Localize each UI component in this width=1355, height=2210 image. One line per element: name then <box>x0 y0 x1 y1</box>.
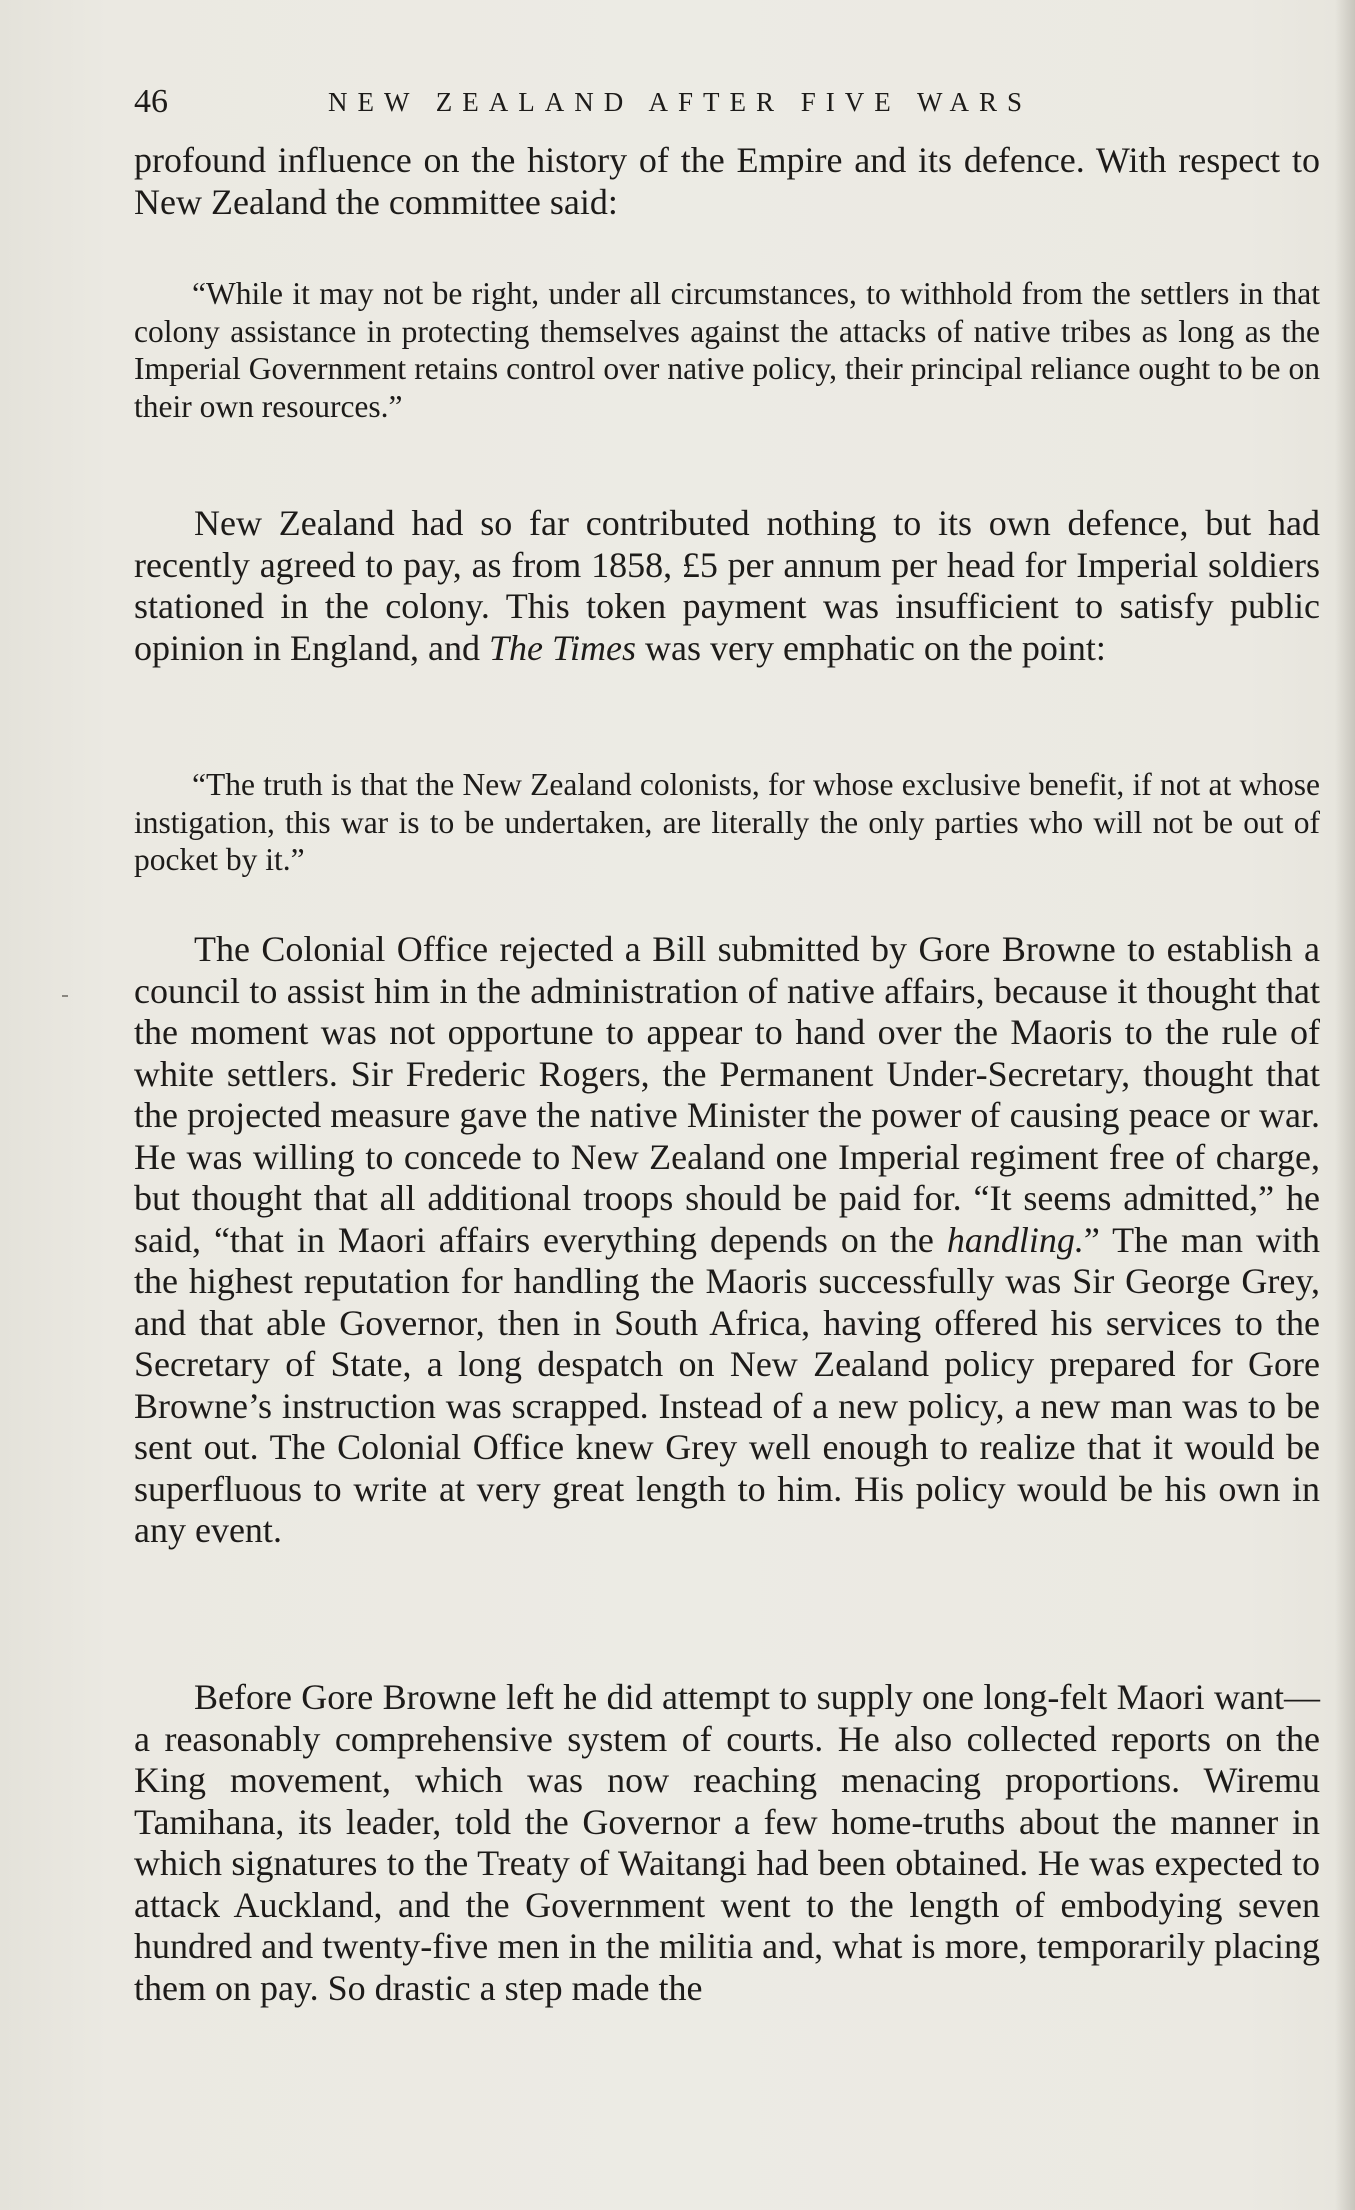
page-edge-shadow <box>1335 0 1355 2210</box>
running-head <box>134 78 1320 126</box>
block-quote-2: “The truth is that the New Zealand colonists, for whose exclusive benefit, if not at whose instigation, this war is to be undertaken, are literally the only parties who will not be out of pocket by it.” <box>134 767 1320 877</box>
margin-mark <box>62 995 68 997</box>
page-number: 46 <box>134 83 168 120</box>
emphasis-handling: handling. <box>946 1219 1084 1260</box>
newspaper-title: The Times <box>488 627 636 668</box>
paragraph-4: Before Gore Browne left he did attempt to supply one long-felt Maori want—a reasonably comprehensive system of courts. He also collected reports on the King movement, which was now reaching menacing proportions. Wiremu Tamihana, its leader, told the Governor a few home-truths about the manner in which signatures to the Treaty of Waitangi had been obtained. He was expected to attack Auckland, and the Government went to the length of embodying seven hundred and twenty-five men in the militia and, what is more, temporarily placing them on pay. So drastic a step made the <box>134 1677 1320 2008</box>
paragraph-3 <box>134 929 1320 1552</box>
paragraph-2 <box>134 503 1320 669</box>
paragraph-2-text-b: was very emphatic on the point: <box>645 627 1106 668</box>
running-title: NEW ZEALAND AFTER FIVE WARS <box>328 87 1033 117</box>
paragraph-3-text-a: The Colonial Office rejected a Bill submitted by Gore Browne to establish a council to assist him in the administration of native affairs, because it thought that the moment was not opportune to appear to hand over the Maoris to the rule of white settlers. Sir Frederic Rogers, the Permanent Under-Secretary, thought that the projected measure gave the native Minister the power of causing peace or war. He was willing to concede to New Zealand one Imperial regiment free of charge, but thought that all additional troops should be paid for. “It seems admitted,” he said, “that in Maori affairs everything depends on the <box>134 929 1320 1260</box>
block-quote-1: “While it may not be right, under all circumstances, to withhold from the settlers in that colony assistance in protecting themselves against the attacks of native tribes as long as the Imperial Government retains control over native policy, their principal reliance ought to be on their own resources.” <box>134 276 1320 424</box>
paragraph-2-text-a: New Zealand had so far contributed nothing to its own defence, but had recently agreed to pay, as from 1858, £5 per annum per head for Imperial soldiers stationed in the colony. This token payment was insufficient to satisfy public opinion in England, and <box>134 503 1320 668</box>
paragraph-1: profound influence on the history of the Empire and its defence. With respect to New Zealand the committee said: <box>134 140 1320 222</box>
paragraph-3-text-b: ” The man with the highest reputation for handling the Maoris successfully was Sir George Grey, and that able Governor, then in South Africa, having offered his services to the Secretary of State, a long despatch on New Zealand policy prepared for Gore Browne’s instruction was scrapped. Instead of a new policy, a new man was to be sent out. The Colonial Office knew Grey well enough to realize that it would be superfluous to write at very great length to him. His policy would be his own in any event. <box>134 1219 1321 1550</box>
